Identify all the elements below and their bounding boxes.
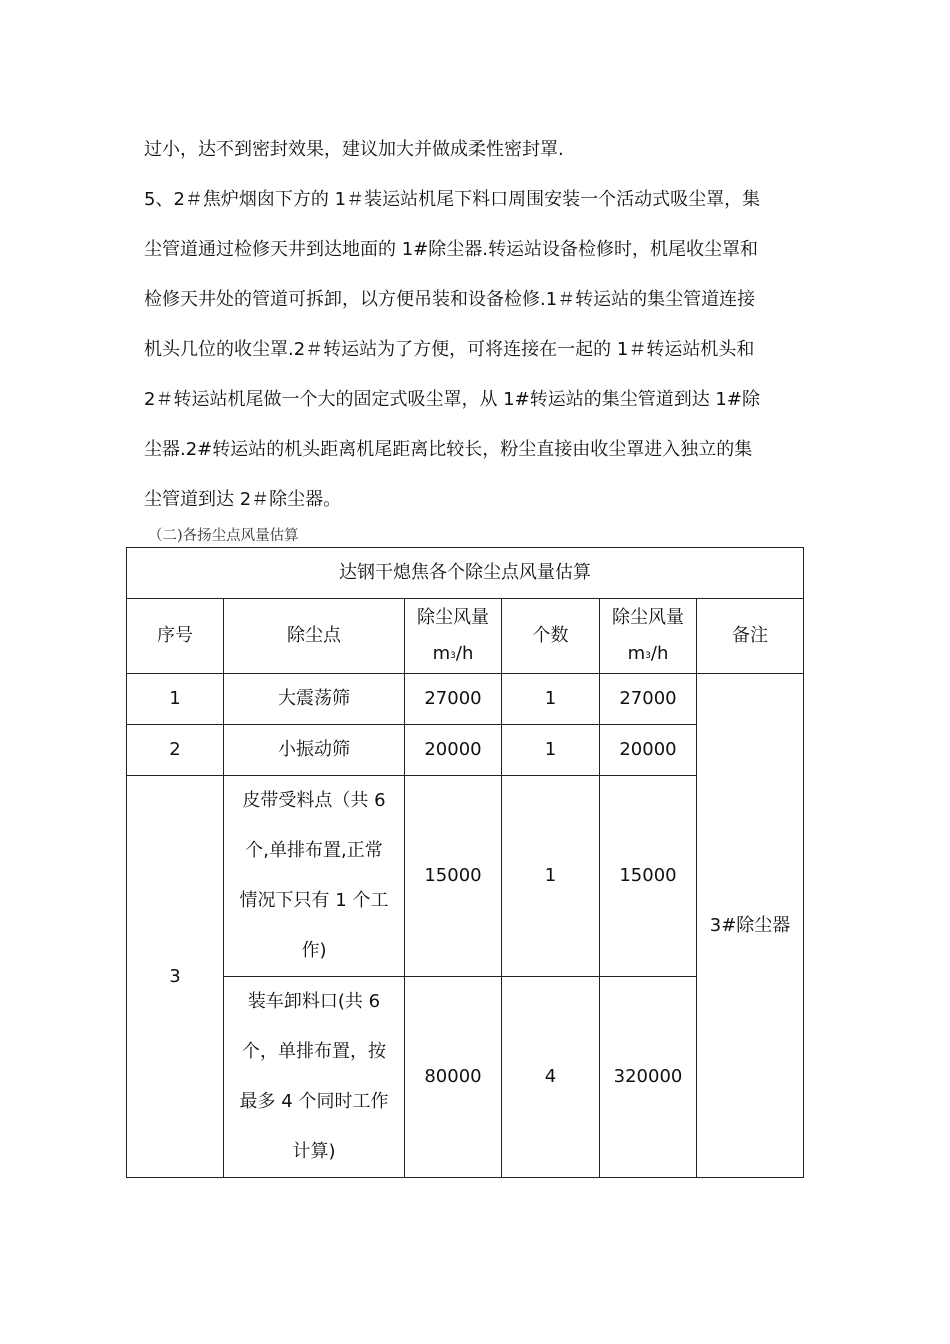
cell-point-line: 个，单排布置，按	[242, 1041, 386, 1062]
cell-flow: 20000	[405, 725, 502, 776]
header-total-label: 除尘风量	[612, 607, 684, 628]
header-seq: 序号	[127, 599, 224, 674]
table-caption: （二)各扬尘点风量估算	[148, 528, 299, 544]
cell-flow: 27000	[405, 674, 502, 725]
table-header-row	[127, 599, 804, 674]
cell-point: 大震荡筛	[224, 674, 405, 725]
cell-point: 小振动筛	[224, 725, 405, 776]
paragraph-line: 尘管道到达 2＃除尘器。	[144, 489, 342, 510]
cell-seq: 3	[127, 776, 224, 1178]
paragraph-line: 2＃转运站机尾做一个大的固定式吸尘罩，从 1#转运站的集尘管道到达 1#除	[144, 389, 760, 410]
air-volume-table	[126, 547, 804, 1178]
paragraph-line: 检修天井处的管道可拆卸，以方便吊装和设备检修.1＃转运站的集尘管道连接	[144, 289, 756, 310]
paragraph-1	[144, 125, 806, 175]
cell-count: 1	[502, 725, 600, 776]
cell-seq: 2	[127, 725, 224, 776]
header-point: 除尘点	[224, 599, 405, 674]
cell-point-line: 装车卸料口(共 6	[247, 991, 381, 1012]
cell-point-line: 情况下只有 1 个工	[239, 890, 389, 911]
header-total-unit: $m^3/h$	[627, 643, 669, 664]
cell-total: 27000	[600, 674, 697, 725]
cell-total: 15000	[600, 776, 697, 977]
cell-count: 4	[502, 977, 600, 1178]
header-flow	[405, 599, 502, 674]
table-title: 达钢干熄焦各个除尘点风量估算	[127, 548, 804, 599]
cell-count: 1	[502, 776, 600, 977]
cell-point	[224, 776, 405, 977]
cell-point-line: 最多 4 个同时工作	[239, 1091, 389, 1112]
cell-count: 1	[502, 674, 600, 725]
paragraph-line: 5、2＃焦炉烟囱下方的 1＃装运站机尾下料口周围安装一个活动式吸尘罩，集	[144, 189, 761, 210]
cell-point-line: 作)	[301, 940, 327, 961]
cell-flow: 15000	[405, 776, 502, 977]
cell-note: 3#除尘器	[697, 674, 804, 1178]
paragraph-line: 机头几位的收尘罩.2＃转运站为了方便，可将连接在一起的 1＃转运站机头和	[144, 339, 755, 360]
cell-point-line: 皮带受料点（共 6	[242, 790, 386, 811]
paragraph-line: 尘管道通过检修天井到达地面的 1#除尘器.转运站设备检修时，机尾收尘罩和	[144, 239, 758, 260]
cell-point-line: 计算)	[292, 1141, 336, 1162]
paragraph-line: 过小，达不到密封效果，建议加大并做成柔性密封罩.	[144, 139, 564, 160]
cell-point	[224, 977, 405, 1178]
cell-point-line: 个,单排布置,正常	[245, 840, 383, 861]
cell-seq: 1	[127, 674, 224, 725]
header-flow-unit: $m^3/h$	[432, 643, 474, 664]
paragraph-2	[144, 175, 806, 525]
cell-flow: 80000	[405, 977, 502, 1178]
cell-total: 20000	[600, 725, 697, 776]
cell-total: 320000	[600, 977, 697, 1178]
table-row	[127, 674, 804, 725]
paragraph-line: 尘器.2#转运站的机头距离机尾距离比较长，粉尘直接由收尘罩进入独立的集	[144, 439, 753, 460]
header-flow-label: 除尘风量	[417, 607, 489, 628]
header-note: 备注	[697, 599, 804, 674]
header-total	[600, 599, 697, 674]
header-count: 个数	[502, 599, 600, 674]
